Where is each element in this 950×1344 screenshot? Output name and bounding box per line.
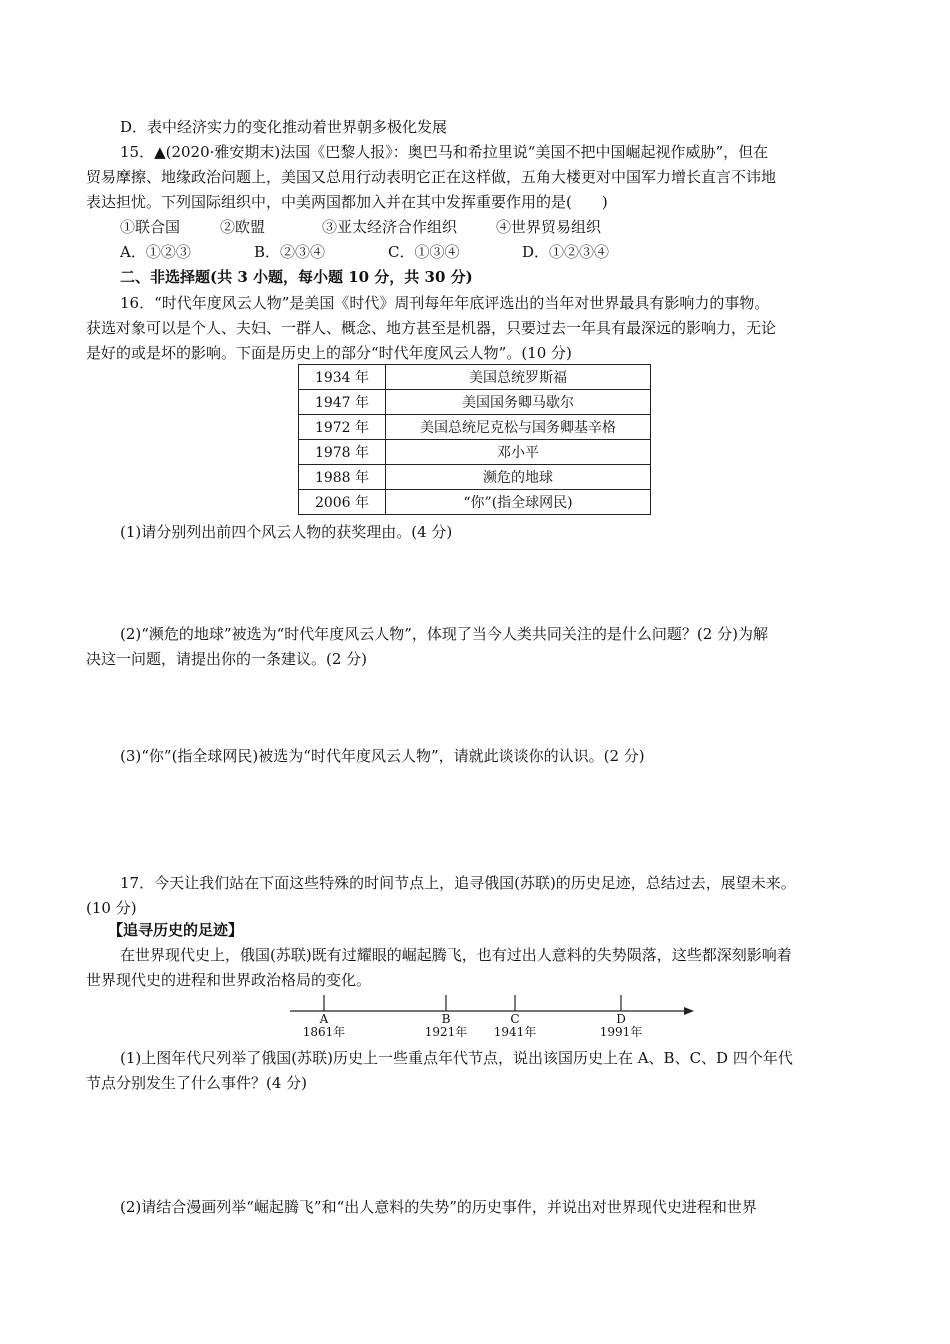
timeline-letter-b: B xyxy=(441,1012,451,1026)
year-cell: 1934 年 xyxy=(299,365,386,390)
q15-stem-line1: 15．▲(2020·雅安期末)法国《巴黎人报》：奥巴马和希拉里说“美国不把中国崛起视作威胁”，但在 xyxy=(120,143,769,161)
q17-intro-line1: 在世界现代史上，俄国(苏联)既有过耀眼的崛起腾飞，也有过出人意料的失势陨落，这些都深刻影响着 xyxy=(120,946,792,964)
q16-sub1: (1)请分别列出前四个风云人物的获奖理由。(4 分) xyxy=(120,523,453,541)
person-cell: “你”(指全球网民) xyxy=(386,490,651,515)
q17-sub2-line1: (2)请结合漫画列举“崛起腾飞”和“出人意料的失势”的历史事件，并说出对世界现代史进程和世界 xyxy=(120,1198,757,1216)
timeline-year-b: 1921年 xyxy=(424,1025,468,1039)
q17-sub1-line1: (1)上图年代尺列举了俄国(苏联)历史上一些重点年代节点，说出该国历史上在 A、B、C、D 四个年代 xyxy=(120,1049,793,1067)
timeline-letter-a: A xyxy=(319,1012,329,1026)
q15-stem-line3: 表达担忧。下列国际组织中，中美两国都加入并在其中发挥重要作用的是( ) xyxy=(86,193,608,211)
person-cell: 濒危的地球 xyxy=(386,465,651,490)
person-of-year-table xyxy=(298,364,651,515)
q15-choice-a: A．①②③ xyxy=(120,243,191,261)
q16-sub3: (3)“你”(指全球网民)被选为“时代年度风云人物”，请就此谈谈你的认识。(2 分) xyxy=(120,747,645,765)
q15-item-2: ②欧盟 xyxy=(220,218,266,236)
year-cell: 2006 年 xyxy=(299,490,386,515)
q15-item-4: ④世界贸易组织 xyxy=(496,218,602,236)
table-row xyxy=(299,490,651,515)
person-cell: 美国国务卿马歇尔 xyxy=(386,390,651,415)
q16-stem-line1: 16．“时代年度风云人物”是美国《时代》周刊每年年底评选出的当年对世界最具有影响力的事物。 xyxy=(120,294,770,312)
q17-stem-line1: 17．今天让我们站在下面这些特殊的时间节点上，追寻俄国(苏联)的历史足迹，总结过去，展望未来。 xyxy=(120,874,796,892)
q16-stem-line2: 获选对象可以是个人、夫妇、一群人、概念、地方甚至是机器，只要过去一年具有最深远的影响力，无论 xyxy=(86,319,777,337)
timeline-letter-d: D xyxy=(616,1012,626,1026)
person-cell: 美国总统罗斯福 xyxy=(386,365,651,390)
year-cell: 1947 年 xyxy=(299,390,386,415)
table-row xyxy=(299,415,651,440)
timeline-letter-c: C xyxy=(510,1012,520,1026)
table-row xyxy=(299,465,651,490)
q17-stem-line2: (10 分) xyxy=(86,899,137,917)
timeline-year-d: 1991年 xyxy=(599,1025,643,1039)
q17-sub1-line2: 节点分别发生了什么事件？(4 分) xyxy=(86,1074,308,1092)
timeline-year-c: 1941年 xyxy=(493,1025,537,1039)
q15-choice-b: B．②③④ xyxy=(254,243,326,261)
q16-stem-line3: 是好的或是坏的影响。下面是历史上的部分“时代年度风云人物”。(10 分) xyxy=(86,344,572,362)
person-cell: 邓小平 xyxy=(386,440,651,465)
person-cell: 美国总统尼克松与国务卿基辛格 xyxy=(386,415,651,440)
year-cell: 1988 年 xyxy=(299,465,386,490)
q15-choice-d: D．①②③④ xyxy=(522,243,610,261)
timeline-year-a: 1861年 xyxy=(302,1025,346,1039)
q16-sub2-line2: 决这一问题，请提出你的一条建议。(2 分) xyxy=(86,650,368,668)
table-row xyxy=(299,390,651,415)
year-cell: 1972 年 xyxy=(299,415,386,440)
year-cell: 1978 年 xyxy=(299,440,386,465)
q15-stem-line2: 贸易摩擦、地缘政治问题上，美国又总用行动表明它正在这样做，五角大楼更对中国军力增长直言不讳地 xyxy=(86,168,777,186)
section-heading: 二、非选择题(共 3 小题，每小题 10 分，共 30 分) xyxy=(120,268,473,286)
q17-section-title: 【追寻历史的足迹】 xyxy=(108,921,244,939)
q14-option-d: D．表中经济实力的变化推动着世界朝多极化发展 xyxy=(120,118,448,136)
q16-sub2-line1: (2)“濒危的地球”被选为“时代年度风云人物”，体现了当今人类共同关注的是什么问题？(2 分)为解 xyxy=(120,625,768,643)
q15-item-1: ①联合国 xyxy=(120,218,181,236)
q15-item-3: ③亚太经济合作组织 xyxy=(322,218,458,236)
q15-choice-c: C．①③④ xyxy=(388,243,460,261)
table-row xyxy=(299,365,651,390)
q17-intro-line2: 世界现代史的进程和世界政治格局的变化。 xyxy=(86,971,372,989)
table-row xyxy=(299,440,651,465)
